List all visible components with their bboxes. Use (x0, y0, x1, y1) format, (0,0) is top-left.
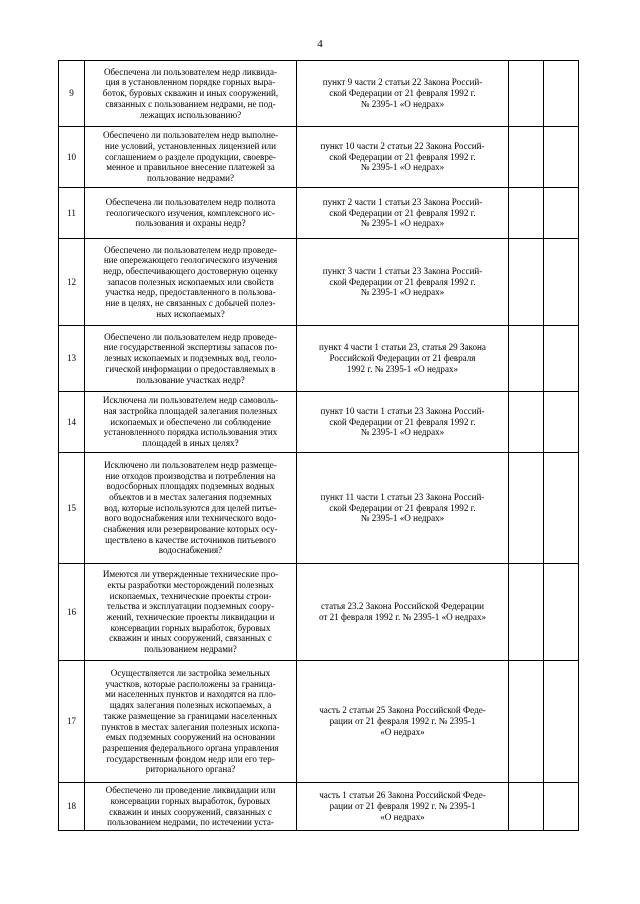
question-line: скважин и иных сооружений, связанных с (109, 633, 272, 644)
row-number: 9 (59, 61, 85, 127)
reference-line: пункт 3 части 1 статьи 23 Закона Россий- (322, 265, 483, 276)
legal-reference-cell (297, 239, 509, 326)
reference-line: пункт 4 части 1 статьи 23, статья 29 Закона (319, 342, 486, 353)
answer-cell-2[interactable] (544, 61, 579, 127)
legal-reference-cell (297, 661, 509, 783)
row-number: 16 (59, 564, 85, 661)
question-line: ние опережающего геологического изучения (103, 255, 278, 266)
question-cell (85, 326, 297, 392)
reference-line: пункт 11 части 1 статьи 23 Закона Россий- (320, 491, 485, 502)
table-row (59, 61, 579, 127)
question-line: геологического изучения, комплексного ис- (106, 207, 275, 218)
question-line: консервации горных выработок, буровых (110, 795, 271, 806)
question-line: вого водоснабжения или технического водо- (104, 513, 277, 524)
table-row (59, 453, 579, 564)
reference-line: рации от 21 февраля 1992 г. № 2395-1 (329, 716, 476, 727)
table-row (59, 564, 579, 661)
reference-line: «О недрах» (380, 811, 425, 822)
table-row (59, 326, 579, 392)
question-line: пользования и охраны недр? (135, 218, 246, 229)
reference-line: пункт 2 части 1 статьи 23 Закона Россий- (322, 196, 483, 207)
answer-cell-1[interactable] (509, 564, 544, 661)
answer-cell-1[interactable] (509, 188, 544, 239)
reference-line: пункт 10 части 2 статьи 22 Закона Россий- (320, 140, 485, 151)
question-line: Осуществляется ли застройка земельных (110, 667, 271, 678)
question-line: ние отходов производства и потребления на (105, 470, 276, 481)
question-line: Обеспечено ли проведение ликвидации или (105, 785, 276, 796)
reference-line: № 2395-1 «О недрах» (360, 218, 445, 229)
question-line: снабжения или резервирование которых осу- (103, 524, 278, 535)
question-line: екты разработки месторождений полезных (107, 579, 274, 590)
reference-line: № 2395-1 «О недрах» (360, 513, 445, 524)
reference-line: часть 1 статьи 26 Закона Российской Феде- (319, 790, 486, 801)
question-line: боток, буровых скважин и иных сооружений, (102, 88, 279, 99)
question-line: жений, технические проекты ликвидации и (106, 612, 275, 622)
question-line: ная застройка площадей залегания полезных (103, 405, 278, 416)
question-line: ция в установленном порядке горных выра- (105, 77, 276, 88)
answer-cell-2[interactable] (544, 453, 579, 564)
answer-cell-2[interactable] (544, 661, 579, 783)
reference-line: статья 23.2 Закона Российской Федерации (321, 601, 484, 612)
question-line: менное и правильное внесение платежей за (106, 162, 275, 173)
question-line: Обеспечено ли пользователем недр проведе- (104, 244, 277, 255)
question-line: риториального органа? (145, 764, 236, 775)
reference-line: часть 2 статьи 25 Закона Российской Феде- (319, 705, 486, 716)
reference-line: рации от 21 февраля 1992 г. № 2395-1 (329, 801, 476, 812)
reference-line: ской Федерации от 21 февраля 1992 г. (329, 151, 476, 162)
question-line: ществлено в качестве источников питьевого (105, 534, 276, 545)
reference-line: ской Федерации от 21 февраля 1992 г. (329, 276, 476, 287)
row-number: 10 (59, 127, 85, 188)
question-line: участка недр, предоставленного в пользова- (105, 287, 276, 298)
reference-line: № 2395-1 «О недрах» (360, 287, 445, 298)
question-line: водосборных площадях подземных водных (106, 481, 275, 492)
question-line: объектов и в местах залегания подземных (109, 491, 272, 502)
answer-cell-1[interactable] (509, 783, 544, 831)
question-line: ископаемых, технические проекты строи- (109, 590, 272, 601)
question-line: также размещение за границами населенных (103, 710, 278, 721)
reference-line: пункт 9 части 2 статьи 22 Закона Россий- (322, 77, 483, 88)
reference-line: Российской Федерации от 21 февраля (329, 353, 476, 364)
question-line: тельства и эксплуатации подземных соору- (106, 601, 275, 612)
question-line: пользованием недрами? (144, 644, 237, 655)
question-line: вод, которые используются для целей питье- (104, 502, 277, 513)
reference-line: 1992 г. № 2395-1 «О недрах» (346, 363, 459, 374)
table-row (59, 661, 579, 783)
reference-line: ской Федерации от 21 февраля 1992 г. (329, 207, 476, 218)
row-number: 15 (59, 453, 85, 564)
row-number: 11 (59, 188, 85, 239)
question-cell (85, 188, 297, 239)
legal-reference-cell (297, 783, 509, 831)
table-row (59, 127, 579, 188)
row-number: 17 (59, 661, 85, 783)
answer-cell-2[interactable] (544, 326, 579, 392)
question-line: консервации горных выработок, буровых (110, 622, 271, 633)
question-line: Обеспечено ли пользователем недр проведе- (104, 331, 277, 342)
answer-cell-1[interactable] (509, 239, 544, 326)
question-line: площадей в иных целях? (142, 438, 239, 449)
question-line: скважин и иных сооружений, связанных с (109, 806, 272, 817)
question-line: Обеспечено ли пользователем недр выполне- (102, 130, 279, 141)
question-line: щадях залегания полезных ископаемых, а (109, 700, 272, 711)
answer-cell-2[interactable] (544, 239, 579, 326)
question-line: ние государственной экспертизы запасов по- (103, 342, 278, 353)
question-line: ние условий, установленных лицензией или (105, 140, 276, 151)
question-cell (85, 61, 297, 127)
reference-line: № 2395-1 «О недрах» (360, 162, 445, 173)
question-line: Исключено ли пользователем недр размеще- (104, 459, 277, 470)
legal-reference-cell (297, 188, 509, 239)
question-line: пользование недрами? (147, 173, 234, 184)
question-line: лежащих использованию? (139, 109, 242, 120)
reference-line: ской Федерации от 21 февраля 1992 г. (329, 416, 476, 427)
reference-line: № 2395-1 «О недрах» (360, 98, 445, 109)
question-line: ние в целях, не связанных с добычей полез- (105, 298, 276, 309)
row-number: 12 (59, 239, 85, 326)
legal-reference-cell (297, 564, 509, 661)
question-line: ископаемых и обеспечено ли соблюдение (110, 416, 271, 427)
question-line: пользованием недрами, по истечении уста- (107, 817, 274, 828)
page-number: 4 (317, 38, 323, 50)
reference-line: пункт 10 части 1 статьи 23 Закона Россий- (320, 405, 485, 416)
question-line: пунктов в местах залегания полезных ископа- (101, 721, 280, 732)
legal-reference-cell (297, 127, 509, 188)
question-line: участков, которые расположены за граница- (105, 678, 276, 689)
legal-reference-cell (297, 453, 509, 564)
answer-cell-2[interactable] (544, 564, 579, 661)
question-line: соглашением о разделе продукции, своевре- (105, 151, 276, 162)
question-line: Имеются ли утвержденные технические про- (102, 569, 279, 580)
question-line: водоснабжения? (158, 545, 223, 556)
question-cell (85, 239, 297, 326)
answer-cell-1[interactable] (509, 326, 544, 392)
question-cell (85, 392, 297, 453)
question-line: государственным фондом недр или его тер- (106, 753, 275, 764)
reference-line: ской Федерации от 21 февраля 1992 г. (329, 88, 476, 99)
answer-cell-1[interactable] (509, 127, 544, 188)
answer-cell-1[interactable] (509, 392, 544, 453)
checklist-table (58, 60, 579, 831)
question-line: гической информации о предоставляемых в (105, 363, 276, 374)
row-number: 14 (59, 392, 85, 453)
question-cell (85, 783, 297, 831)
reference-line: № 2395-1 «О недрах» (360, 427, 445, 438)
question-cell (85, 661, 297, 783)
question-cell (85, 453, 297, 564)
question-line: пользование участках недр? (136, 374, 245, 385)
legal-reference-cell (297, 326, 509, 392)
table-row (59, 392, 579, 453)
answer-cell-2[interactable] (544, 783, 579, 831)
question-line: Исключена ли пользователем недр самоволь- (102, 395, 279, 406)
legal-reference-cell (297, 61, 509, 127)
question-cell (85, 127, 297, 188)
answer-cell-1[interactable] (509, 661, 544, 783)
answer-cell-2[interactable] (544, 127, 579, 188)
question-line: запасов полезных ископаемых или свойств (107, 276, 274, 287)
question-line: связанных с пользованием недрами, не под- (105, 98, 276, 109)
table-row (59, 783, 579, 831)
answer-cell-1[interactable] (509, 453, 544, 564)
question-line: ми населенных пунктов и находятся на пло- (105, 689, 276, 700)
legal-reference-cell (297, 392, 509, 453)
question-line: ных ископаемых? (156, 308, 225, 319)
table-row (59, 239, 579, 326)
reference-line: ской Федерации от 21 февраля 1992 г. (329, 502, 476, 513)
question-line: установленного порядка использования этих (103, 427, 278, 438)
question-line: Обеспечена ли пользователем недр полнота (105, 196, 276, 207)
row-number: 18 (59, 783, 85, 831)
question-line: недр, обеспечивающего достоверную оценку (103, 265, 278, 276)
question-line: разрешения федерального органа управления (102, 742, 279, 753)
answer-cell-2[interactable] (544, 392, 579, 453)
row-number: 13 (59, 326, 85, 392)
question-line: Обеспечена ли пользователем недр ликвида- (103, 66, 278, 77)
answer-cell-1[interactable] (509, 61, 544, 127)
question-cell (85, 564, 297, 661)
answer-cell-2[interactable] (544, 188, 579, 239)
table-row (59, 188, 579, 239)
question-line: емых подземных сооружений на основании (105, 732, 276, 743)
question-line: лезных ископаемых и подземных вод, геоло- (103, 353, 278, 364)
reference-line: от 21 февраля 1992 г. № 2395-1 «О недрах» (318, 612, 487, 622)
reference-line: «О недрах» (380, 726, 425, 737)
